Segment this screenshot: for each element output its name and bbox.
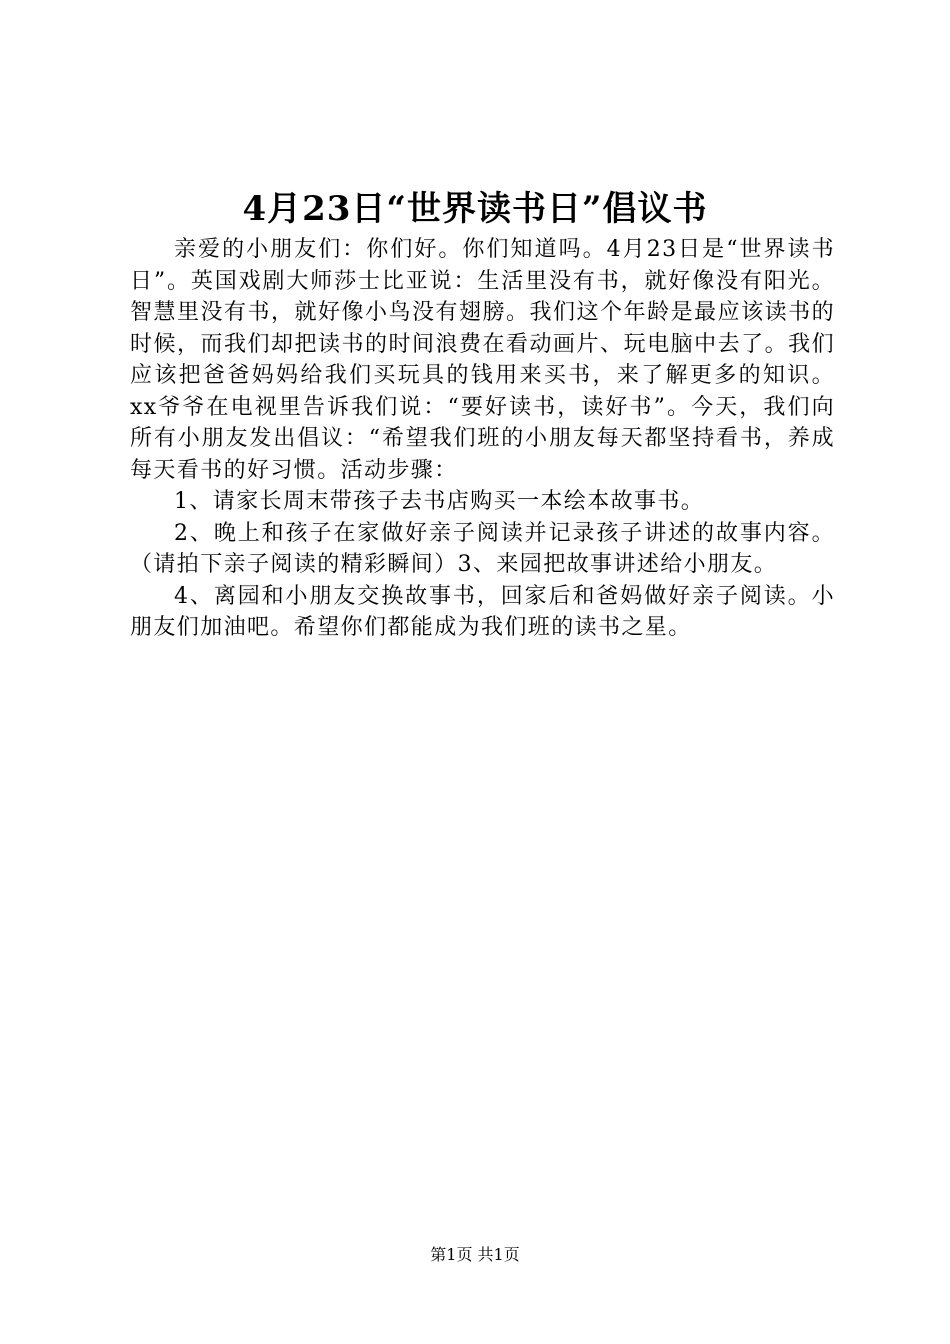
paragraph-step-2-3: 2、晚上和孩子在家做好亲子阅读并记录孩子讲述的故事内容。（请拍下亲子阅读的精彩瞬间）3、来园把故事讲述给小朋友。 <box>130 520 835 577</box>
paragraph-step-1: 1、请家长周末带孩子去书店购买一本绘本故事书。 <box>174 489 705 514</box>
paragraph-step-4: 4、离园和小朋友交换故事书，回家后和爸妈做好亲子阅读。小朋友们加油吧。希望你们都能成为我们班的读书之星。 <box>130 583 835 640</box>
document-title: 4月23日“世界读书日”倡议书 <box>242 189 708 229</box>
document-body <box>130 234 835 644</box>
page-number-footer: 第1页 共1页 <box>430 1245 520 1264</box>
paragraph-intro: 亲爱的小朋友们：你们好。你们知道吗。4月23日是“世界读书日”。英国戏剧大师莎士比亚说：生活里没有书，就好像没有阳光。智慧里没有书，就好像小鸟没有翅膀。我们这个年龄是最应该读书的时候，而我们却把读书的时间浪费在看动画片、玩电脑中去了。我们应该把爸爸妈妈给我们买玩具的钱用来买书，来了解更多的知识。xx爷爷在电视里告诉我们说：“要好读书，读好书”。今天，我们向所有小朋友发出倡议：“希望我们班的小朋友每天都坚持看书，养成每天看书的好习惯。活动步骤： <box>130 237 835 483</box>
